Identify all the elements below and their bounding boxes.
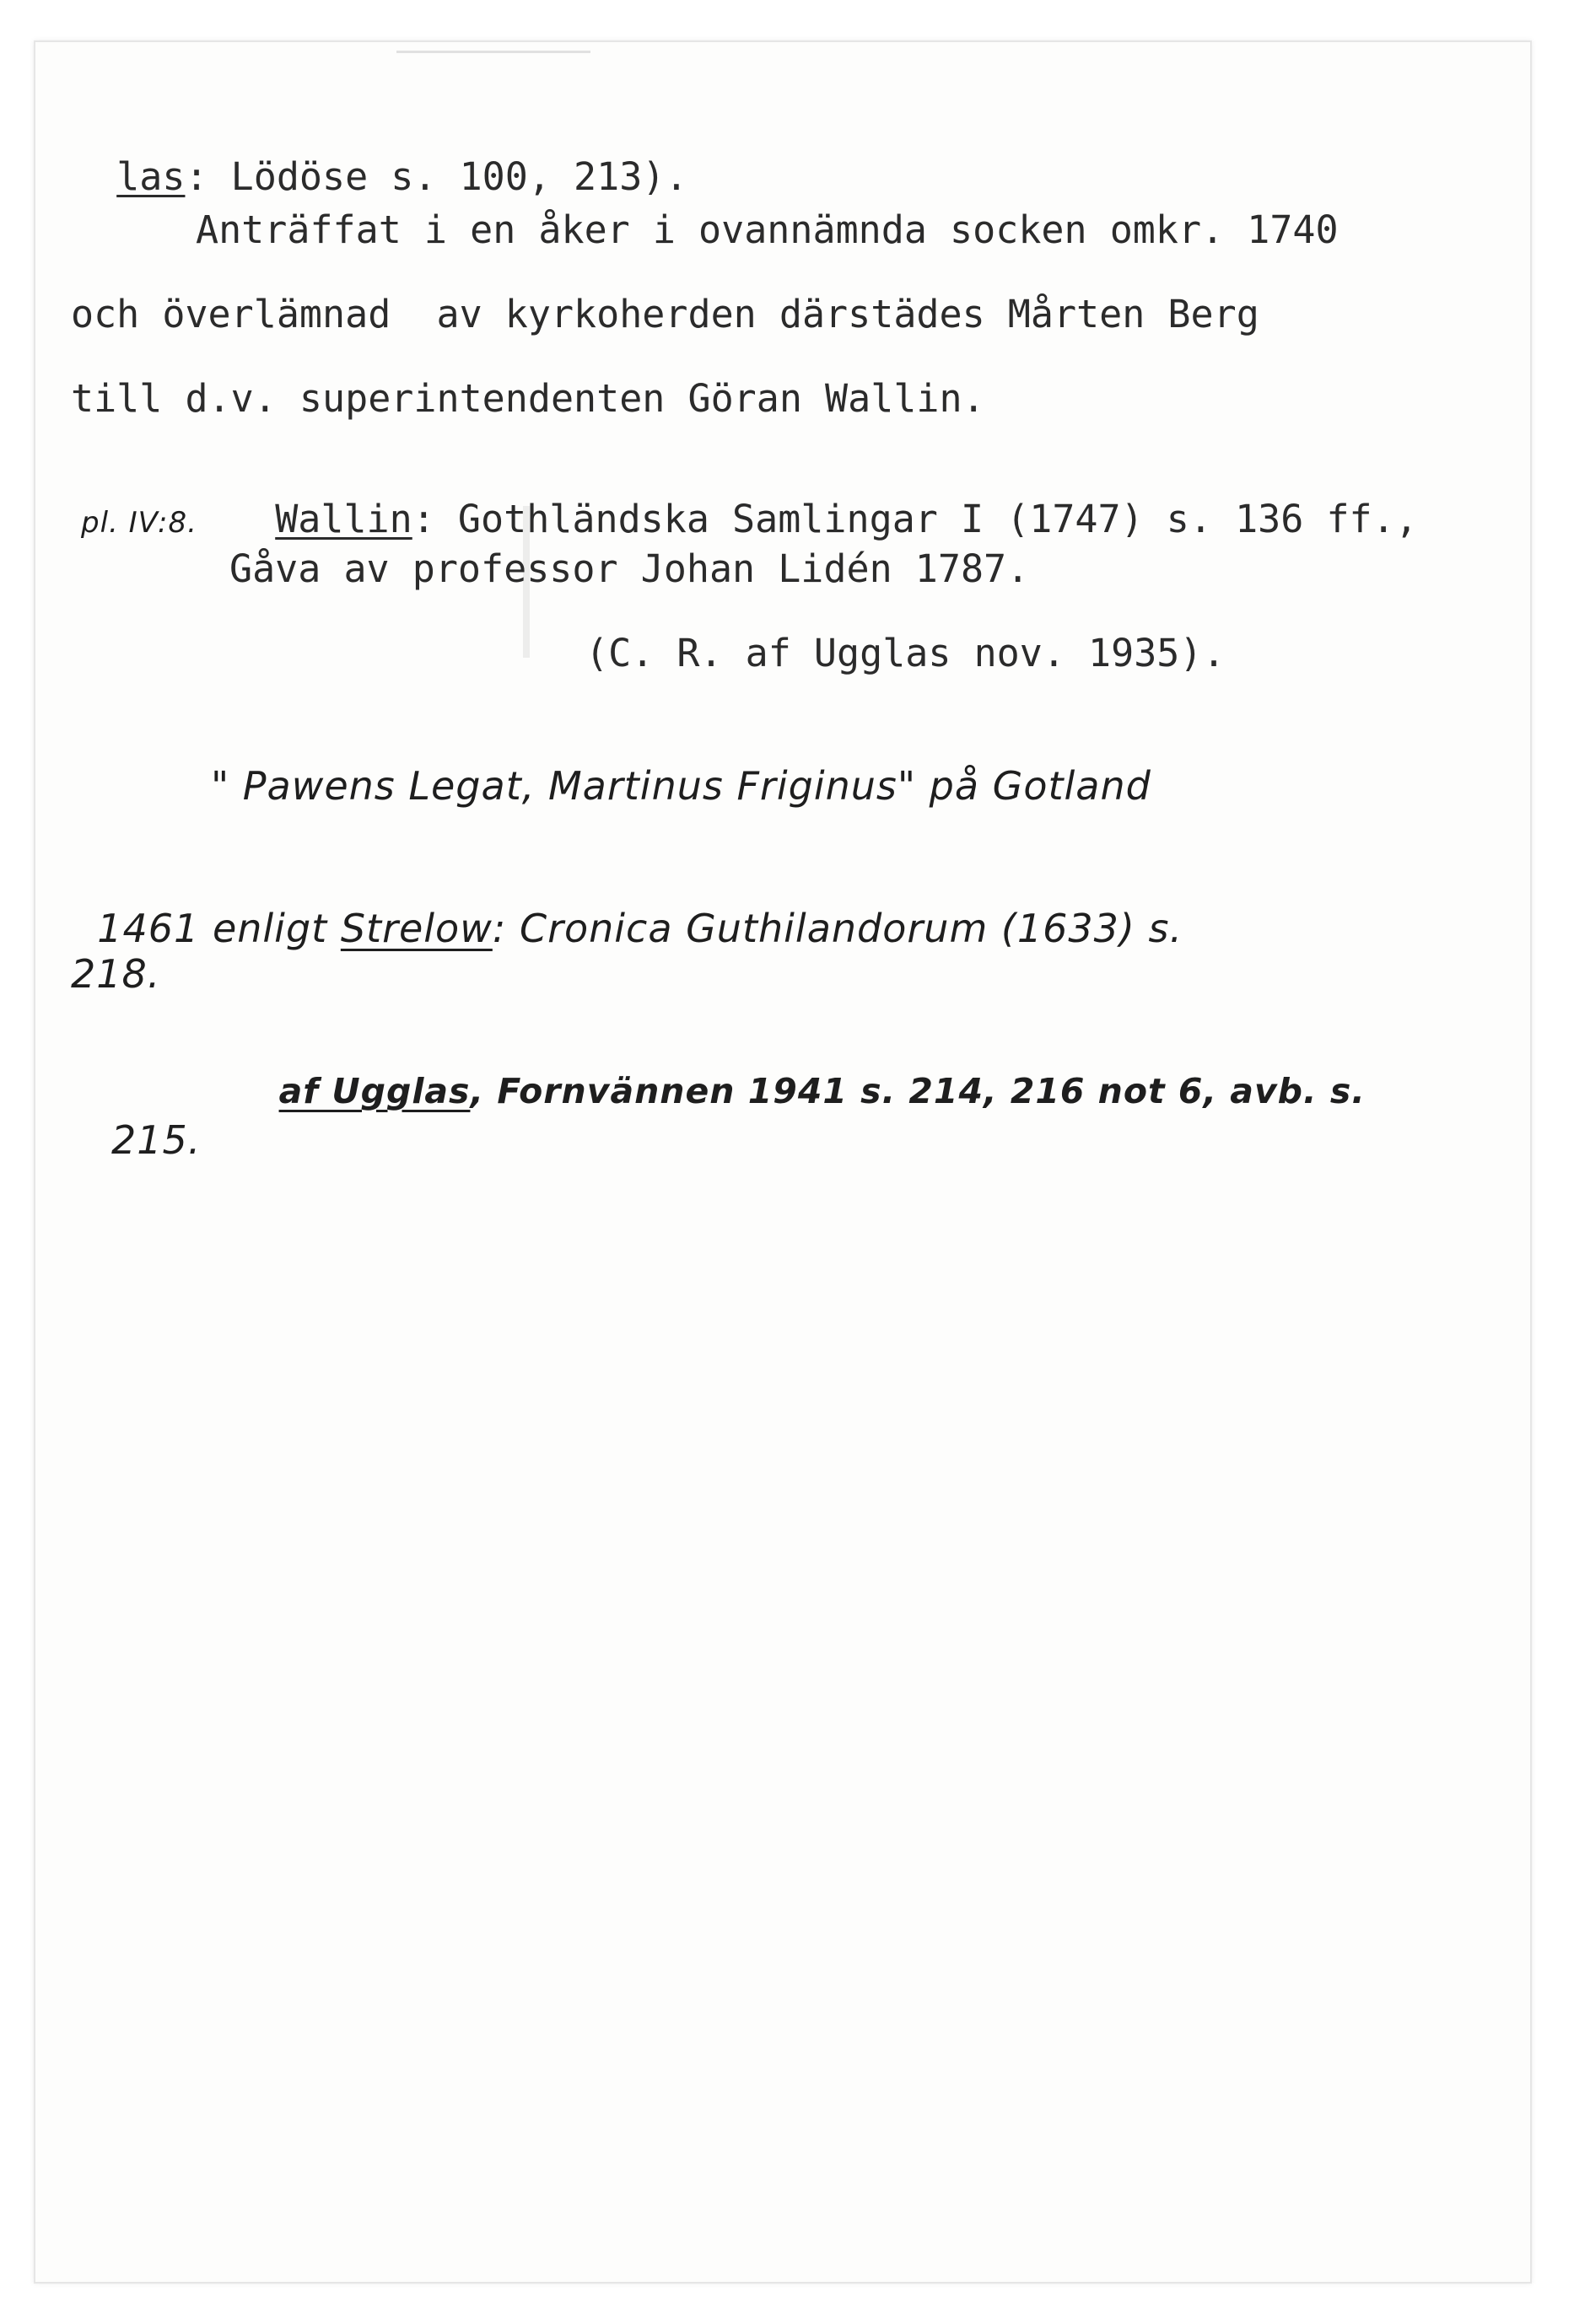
typed-line-6: Gåva av professor Johan Lidén 1787. (229, 546, 1030, 591)
handwritten-year: 1461 enligt (97, 906, 328, 951)
typed-line-5-rest: : Gothländska Samlingar I (1747) s. 136 ff., (412, 497, 1418, 541)
underlined-author-ref: las (116, 154, 186, 199)
typed-line-3: och överlämnad av kyrkoherden därstädes Mårten Berg (71, 292, 1259, 336)
typed-line-2: Anträffat i en åker i ovannämnda socken omkr. 1740 (196, 207, 1339, 252)
scan-mark (396, 51, 590, 53)
handwritten-author-ugglas: af Ugglas (278, 1071, 471, 1111)
underlined-author-wallin: Wallin (275, 497, 412, 541)
handwritten-author-strelow: Strelow (340, 906, 493, 951)
handwritten-line-2 (71, 860, 1183, 951)
handwritten-line-4 (253, 1030, 1366, 1111)
handwritten-line-5: 215. (111, 1117, 202, 1163)
typed-line-5 (229, 462, 1418, 541)
typed-line-4: till d.v. superintendenten Göran Wallin. (71, 376, 985, 421)
typed-line-1-rest: : Lödöse s. 100, 213). (185, 154, 688, 199)
handwritten-plate-ref: pl. IV:8. (81, 506, 197, 540)
typed-line-1 (71, 120, 688, 199)
typed-line-7: (C. R. af Ugglas nov. 1935). (585, 631, 1226, 675)
handwritten-line-4-rest: , Fornvännen 1941 s. 214, 216 not 6, avb. s. (470, 1071, 1366, 1111)
handwritten-line-3: 218. (71, 951, 161, 997)
handwritten-line-2-rest: : Cronica Guthilandorum (1633) s. (492, 906, 1183, 951)
handwritten-line-1: " Pawens Legat, Martinus Friginus" på Gotland (211, 763, 1151, 809)
